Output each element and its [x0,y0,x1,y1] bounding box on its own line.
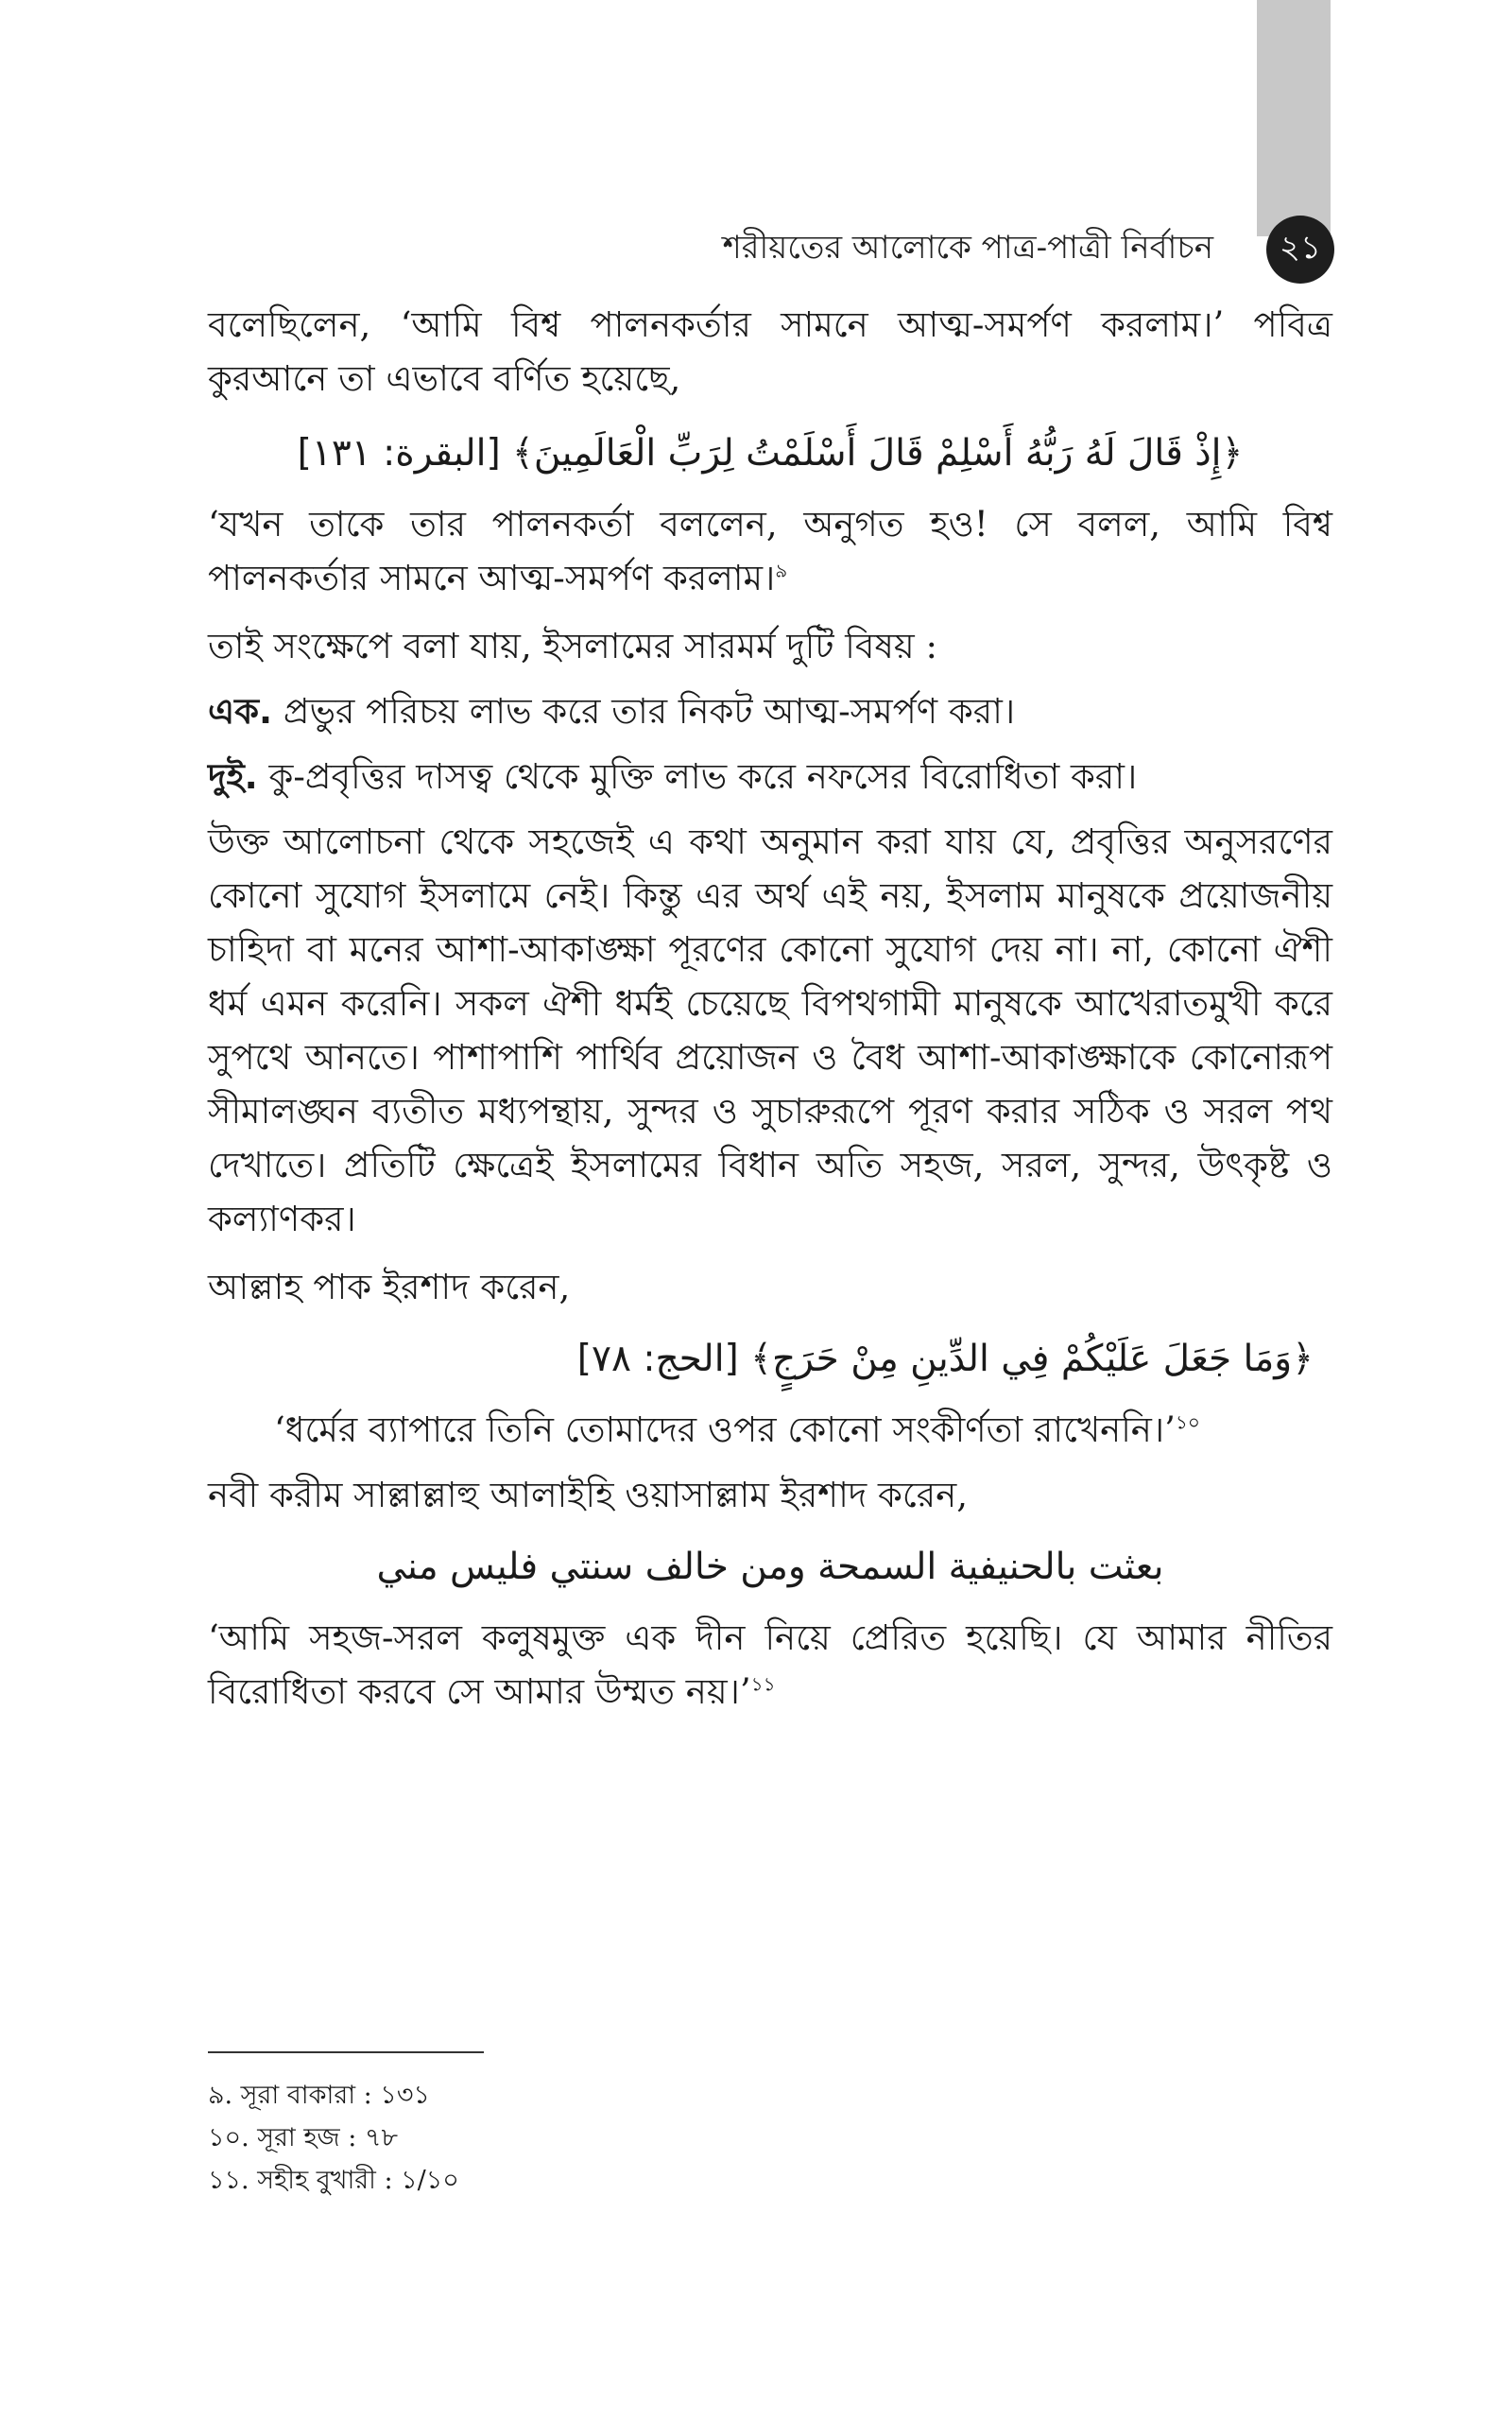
paragraph-4: উক্ত আলোচনা থেকে সহজেই এ কথা অনুমান করা যায় যে, প্রবৃত্তির অনুসরণের কোনো সুযোগ ইসলামে নেই। কিন্তু এর অর্থ এই নয়, ইসলাম মানুষকে প্রয়োজনীয় চাহিদা বা মনের আশা-আকাঙ্ক্ষা পূরণের কোনো সুযোগ দেয় না। না, কোনো ঐশী ধর্ম এমন করেনি। সকল ঐশী ধর্মই চেয়েছে বিপথগামী মানুষকে আখেরাতমুখী করে সুপথে আনতে। পাশাপাশি পার্থিব প্রয়োজন ও বৈধ আশা-আকাঙ্ক্ষাকে কোনোরূপ সীমালঙ্ঘন ব্যতীত মধ্যপন্থায়, সুন্দর ও সুচারুরূপে পূরণ করার সঠিক ও সরল পথ দেখাতে। প্রতিটি ক্ষেত্রেই ইসলামের বিধান অতি সহজ, সরল, সুন্দর, উৎকৃষ্ট ও কল্যাণকর। [208,821,1332,1239]
paragraph-3: তাই সংক্ষেপে বলা যায়, ইসলামের সারমর্ম দুটি বিষয় : [208,626,937,666]
list-item-2 [208,750,1332,804]
running-header-title: শরীয়তের আলোকে পাত্র-পাত্রী নির্বাচন [722,229,1213,267]
hadith-text: بعثت بالحنيفية السمحة ومن خالف سنتي فليس مني [376,1546,1164,1588]
footnote-ref-9: ৯ [775,559,788,582]
footnote-ref-11: ১১ [750,1672,776,1696]
page-body [208,298,1332,1733]
paragraph-6 [208,1403,1332,1457]
footnote-11: ১১. সহীহ বুখারী : ১/১০ [208,2166,459,2195]
footnote-divider [208,2051,484,2053]
paragraph-8-text: ‘আমি সহজ-সরল কলুষমুক্ত এক দীন নিয়ে প্রেরিত হয়েছি। যে আমার নীতির বিরোধিতা করবে সে আমার উম্মত নয়।’ [208,1617,1332,1712]
footnote-9: ৯. সূরা বাকারা : ১৩১ [208,2081,430,2110]
paragraph-7: নবী করীম সাল্লাল্লাহু আলাইহি ওয়াসাল্লাম ইরশাদ করেন, [208,1475,968,1515]
list-item-1-label: এক. [208,691,273,732]
paragraph-8 [208,1611,1332,1719]
footnote-ref-10: ১০ [1175,1410,1200,1434]
footnotes [208,2051,586,2202]
footnote-10: ১০. সূরা হজ : ৭৮ [208,2123,399,2152]
paragraph-2-text: ‘যখন তাকে তার পালনকর্তা বললেন, অনুগত হও! সে বলল, আমি বিশ্ব পালনকর্তার সামনে আত্ম-সমর্পণ করলাম। [208,504,1332,598]
list-item-2-text: কু-প্রবৃত্তির দাসত্ব থেকে মুক্তি লাভ করে নফসের বিরোধিতা করা। [257,756,1138,797]
paragraph-2 [208,497,1332,605]
page-edge-tab [1257,0,1331,236]
paragraph-6-text: ‘ধর্মের ব্যাপারে তিনি তোমাদের ওপর কোনো সংকীর্ণতা রাখেননি।’ [274,1409,1176,1450]
quran-verse-hajj: ﴿وَمَا جَعَلَ عَلَيْكُمْ فِي الدِّينِ مِنْ حَرَجٍ﴾ [الحج: ٧٨] [576,1338,1314,1380]
paragraph-1: বলেছিলেন, ‘আমি বিশ্ব পালনকর্তার সামনে আত্ম-সমর্পণ করলাম।’ পবিত্র কুরআনে তা এভাবে বর্ণিত হয়েছে, [208,304,1332,399]
list-item-2-label: দুই. [208,756,258,797]
list-item-1 [208,684,1332,738]
running-header [208,216,1334,280]
list-item-1-text: প্রভুর পরিচয় লাভ করে তার নিকট আত্ম-সমর্পণ করা। [272,691,1016,732]
page-number-badge: ২১ [1266,216,1334,284]
paragraph-5: আল্লাহ পাক ইরশাদ করেন, [208,1267,571,1307]
quran-verse-baqara: ﴿إِذْ قَالَ لَهُ رَبُّهُ أَسْلِمْ قَالَ أَسْلَمْتُ لِرَبِّ الْعَالَمِينَ﴾ [البقرة: ١٣١] [297,432,1244,475]
